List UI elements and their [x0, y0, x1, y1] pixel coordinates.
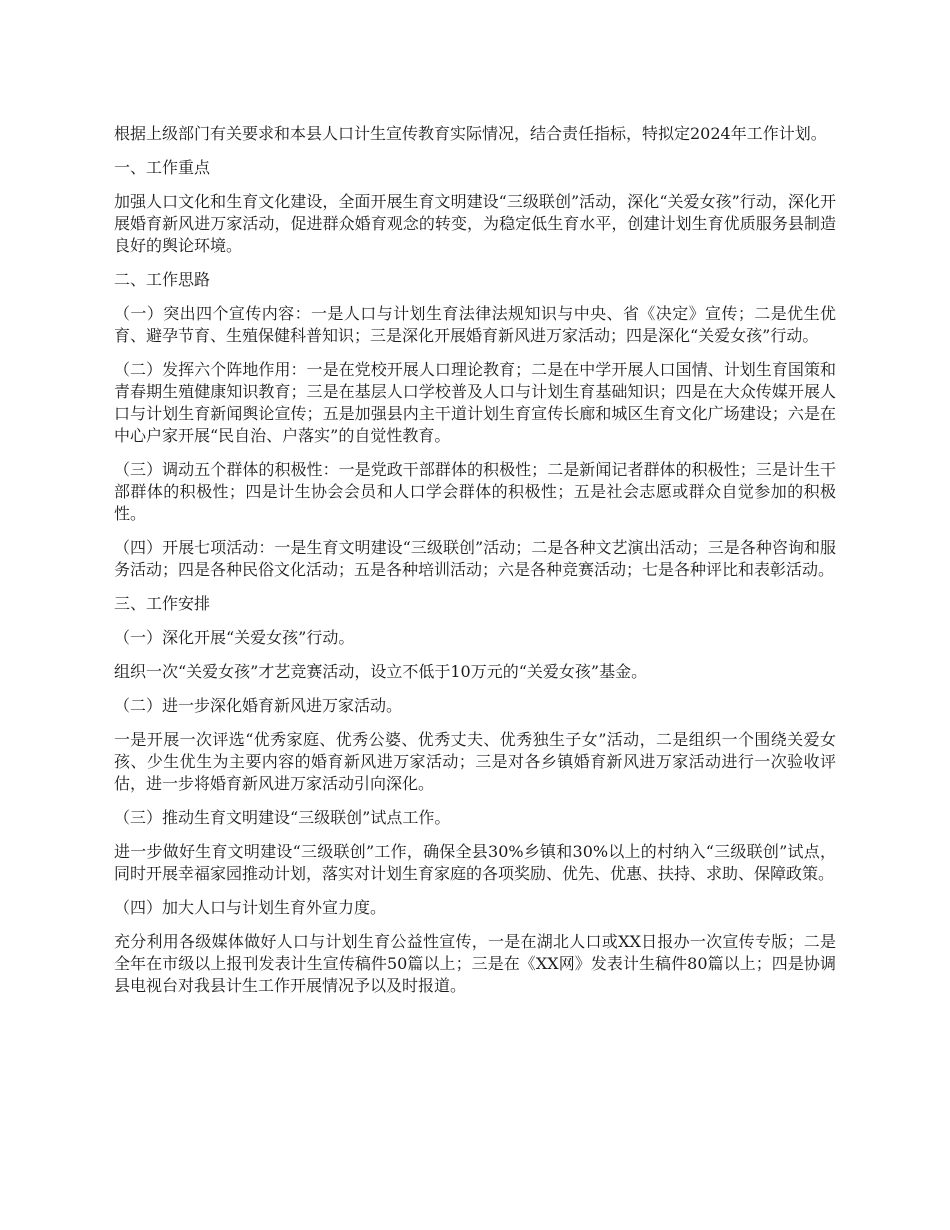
- paragraph: （三）调动五个群体的积极性：一是党政干部群体的积极性；二是新闻记者群体的积极性；三是计生干部群体的积极性；四是计生协会会员和人口学会群体的积极性；五是社会志愿或群众自觉参加的积极性。: [114, 460, 836, 523]
- paragraph: 加强人口文化和生育文化建设，全面开展生育文明建设“三级联创”活动，深化“关爱女孩”行动，深化开展婚育新风进万家活动，促进群众婚育观念的转变，为稳定低生育水平，创建计划生育优质服务县制造良好的舆论环境。: [114, 192, 836, 255]
- paragraph: 进一步做好生育文明建设“三级联创”工作，确保全县30%乡镇和30%以上的村纳入“三级联创”试点，同时开展幸福家园推动计划，落实对计划生育家庭的各项奖励、优先、优惠、扶持、求助、保障政策。: [114, 842, 836, 883]
- section-heading-2: 二、工作思路: [114, 270, 211, 289]
- subsection-heading: （四）加大人口与计划生育外宣力度。: [114, 898, 387, 917]
- intro-paragraph: 根据上级部门有关要求和本县人口计生宣传教育实际情况，结合责任指标，特拟定2024年工作计划。: [114, 124, 827, 143]
- paragraph: 一是开展一次评选“优秀家庭、优秀公婆、优秀丈夫、优秀独生子女”活动，二是组织一个围绕关爱女孩、少生优生为主要内容的婚育新风进万家活动；三是对各乡镇婚育新风进万家活动进行一次验收评估，进一步将婚育新风进万家活动引向深化。: [114, 730, 836, 793]
- paragraph: 组织一次“关爱女孩”才艺竞赛活动，设立不低于10万元的“关爱女孩”基金。: [114, 662, 648, 681]
- subsection-heading: （二）进一步深化婚育新风进万家活动。: [114, 696, 403, 715]
- paragraph: （四）开展七项活动：一是生育文明建设“三级联创”活动；二是各种文艺演出活动；三是各种咨询和服务活动；四是各种民俗文化活动；五是各种培训活动；六是各种竞赛活动；七是各种评比和表彰活动。: [114, 538, 836, 579]
- document-body: [114, 123, 836, 1009]
- subsection-heading: （三）推动生育文明建设“三级联创”试点工作。: [114, 808, 451, 827]
- section-heading-3: 三、工作安排: [114, 594, 211, 613]
- paragraph: 充分利用各级媒体做好人口与计划生育公益性宣传，一是在湖北人口或XX日报办一次宣传专版；二是全年在市级以上报刊发表计生宣传稿件50篇以上；三是在《XX网》发表计生稿件80篇以上；四是协调县电视台对我县计生工作开展情况予以及时报道。: [114, 932, 836, 995]
- paragraph: （一）突出四个宣传内容：一是人口与计划生育法律法规知识与中央、省《决定》宣传；二是优生优育、避孕节育、生殖保健科普知识；三是深化开展婚育新风进万家活动；四是深化“关爱女孩”行动。: [114, 304, 836, 345]
- paragraph: （二）发挥六个阵地作用：一是在党校开展人口理论教育；二是在中学开展人口国情、计划生育国策和青春期生殖健康知识教育；三是在基层人口学校普及人口与计划生育基础知识；四是在大众传媒开展人口与计划生育新闻舆论宣传；五是加强县内主干道计划生育宣传长廊和城区生育文化广场建设；六是在中心户家开展“民自治、户落实”的自觉性教育。: [114, 360, 836, 445]
- subsection-heading: （一）深化开展“关爱女孩”行动。: [114, 628, 355, 647]
- section-heading-1: 一、工作重点: [114, 158, 211, 177]
